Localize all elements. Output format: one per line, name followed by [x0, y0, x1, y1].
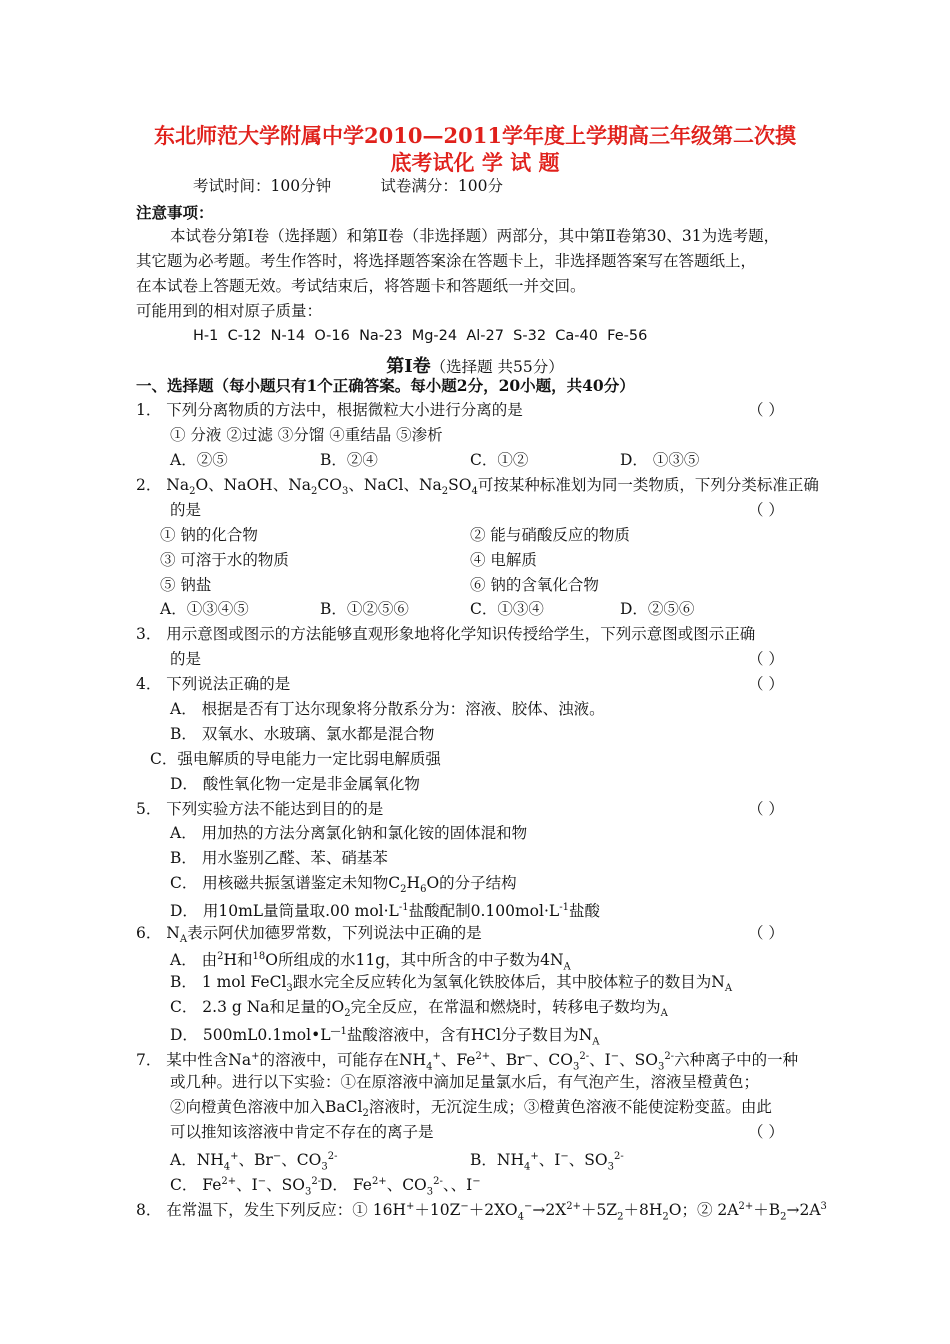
volume-name: 第Ⅰ卷	[386, 356, 431, 377]
q1-items: ① 分液 ②过滤 ③分馏 ④重结晶 ⑤渗析	[170, 426, 443, 444]
q7-option-d: D． $Fe^{2+}$、$CO_3^{2-}$、、I−	[320, 1176, 481, 1198]
q2-item-5: ⑤ 钠盐	[160, 576, 212, 594]
q4-option-d: D． 酸性氧化物一定是非金属氧化物	[170, 775, 420, 793]
q6-stem: 6． $N_A$表示阿伏加德罗常数，下列说法中正确的是	[136, 924, 482, 946]
q7-line-3: ②向橙黄色溶液中加入BaCl$_2$溶液时，无沉淀生成；③橙黄色溶液不能使淀粉变蓝。由此	[170, 1098, 772, 1120]
q2-option-c: C．①③④	[470, 600, 544, 618]
q2-stem: 2． $Na_2O$、NaOH、$Na_2CO_3$、NaCl、$Na_2SO_4$可按某种标准划为同一类物质，下列分类标准正确	[136, 476, 819, 498]
q2-stem-cont: 的是	[170, 501, 202, 519]
q7-option-b: B．$NH_4^+$、I−、$SO_3^{2-}$	[470, 1151, 624, 1173]
q5-stem: 5． 下列实验方法不能达到目的的是	[136, 800, 384, 818]
atomic-mass-values: H-1 C-12 N-14 O-16 Na-23 Mg-24 Al-27 S-32 Ca-40 Fe-56	[193, 328, 648, 344]
q2-answer-paren: （ ）	[748, 501, 784, 519]
q2-item-1: ① 钠的化合物	[160, 526, 258, 544]
q7-line-4: 可以推知该溶液中肯定不存在的离子是	[170, 1123, 434, 1141]
notes-paragraph-1: 本试卷分第Ⅰ卷（选择题）和第Ⅱ卷（非选择题）两部分，其中第Ⅱ卷第30、31为选考题，	[170, 227, 780, 245]
q6-option-d: D． $500mL0.1mol•L^{—1}$盐酸溶液中，含有HCl分子数目为$N_A$	[170, 1026, 600, 1048]
q2-item-4: ④ 电解质	[470, 551, 537, 569]
q7-answer-paren: （ ）	[748, 1123, 784, 1141]
q1-option-b: B．②④	[320, 451, 378, 469]
q6-option-c: C． 2.3 g Na和足量的$O_2$完全反应，在常温和燃烧时，转移电子数均为$_A$	[170, 998, 668, 1020]
q6-option-b: B． 1 mol FeCl$_3$跟水完全反应转化为氢氧化铁胶体后，其中胶体粒子的数目为$N_A$	[170, 973, 733, 995]
q1-stem: 1． 下列分离物质的方法中，根据微粒大小进行分离的是	[136, 401, 523, 419]
q4-option-c: C．强电解质的导电能力一定比弱电解质强	[150, 750, 441, 768]
q7-stem: 7． 某中性含Na+的溶液中，可能存在$NH_4^+$、$Fe^{2+}$、Br−、$CO_3^{2-}$、I−、$SO_3^{2-}$六种离子中的一种	[136, 1051, 799, 1073]
q2-option-a: A．①③④⑤	[160, 600, 249, 618]
q6-option-a: A． 由$^2$H和$^{18}$O所组成的水11g，其中所含的中子数为$4N_A$	[170, 951, 571, 973]
notes-paragraph-2: 其它题为必考题。考生作答时，将选择题答案涂在答题卡上，非选择题答案写在答题纸上，	[136, 252, 757, 270]
q1-option-c: C．①②	[470, 451, 529, 469]
q6-answer-paren: （ ）	[748, 924, 784, 942]
q2-option-d: D．②⑤⑥	[620, 600, 695, 618]
q4-option-a: A． 根据是否有丁达尔现象将分散系分为：溶液、胶体、浊液。	[170, 700, 605, 718]
exam-title-line1: 东北师范大学附属中学2010—2011学年度上学期高三年级第二次摸	[154, 123, 796, 148]
notes-heading: 注意事项：	[136, 203, 214, 222]
q7-option-a: A．$NH_4^+$、Br−、$CO_3^{2-}$	[170, 1151, 338, 1173]
q1-option-d: D． ①③⑤	[620, 451, 700, 469]
q3-stem-cont: 的是	[170, 650, 202, 668]
q2-option-b: B．①②⑤⑥	[320, 600, 409, 618]
q7-option-c: C． $Fe^{2+}$、I−、$SO_3^{2-}$	[170, 1176, 322, 1198]
notes-paragraph-3: 在本试卷上答题无效。考试结束后，将答题卡和答题纸一并交回。	[136, 277, 586, 295]
q2-item-2: ② 能与硝酸反应的物质	[470, 526, 630, 544]
q2-item-3: ③ 可溶于水的物质	[160, 551, 289, 569]
q5-answer-paren: （ ）	[748, 800, 784, 818]
q5-option-c: C． 用核磁共振氢谱鉴定未知物$C_2H_6O$的分子结构	[170, 874, 517, 896]
q3-answer-paren: （ ）	[748, 650, 784, 668]
q3-stem: 3． 用示意图或图示的方法能够直观形象地将化学知识传授给学生，下列示意图或图示正确	[136, 625, 756, 643]
q5-option-b: B． 用水鉴别乙醛、苯、硝基苯	[170, 849, 388, 867]
q7-line-2: 或几种。进行以下实验：①在原溶液中滴加足量氯水后，有气泡产生，溶液呈橙黄色；	[170, 1073, 760, 1091]
q2-item-6: ⑥ 钠的含氧化合物	[470, 576, 599, 594]
q4-stem: 4． 下列说法正确的是	[136, 675, 291, 693]
q1-option-a: A．②⑤	[170, 451, 228, 469]
volume-desc: （选择题 共55分）	[430, 358, 564, 376]
atomic-mass-label: 可能用到的相对原子质量：	[136, 302, 323, 320]
q8-stem: 8． 在常温下，发生下列反应：① $16H^++10Z^-+2XO_4^-\to 2X^{2+}+5Z_2+8H_2O$；② $2A^{2+}+B_2\to 2A^3$	[136, 1201, 827, 1223]
q5-option-d: D． 用10mL量筒量取.00 $mol\cdot L^{-1}$盐酸配制$0.100mol\cdot L^{-1}$盐酸	[170, 902, 600, 921]
section-1-heading: 一、选择题（每小题只有1个正确答案。每小题2分，20小题，共40分）	[136, 376, 635, 395]
exam-title-line2: 底考试化 学 试 题	[390, 150, 560, 175]
q5-option-a: A． 用加热的方法分离氯化钠和氯化铵的固体混和物	[170, 824, 528, 842]
exam-info: 考试时间：100分钟 试卷满分：100分	[193, 177, 503, 195]
q4-answer-paren: （ ）	[748, 675, 784, 693]
q1-answer-paren: （ ）	[748, 401, 784, 419]
q4-option-b: B． 双氧水、水玻璃、氯水都是混合物	[170, 725, 435, 743]
